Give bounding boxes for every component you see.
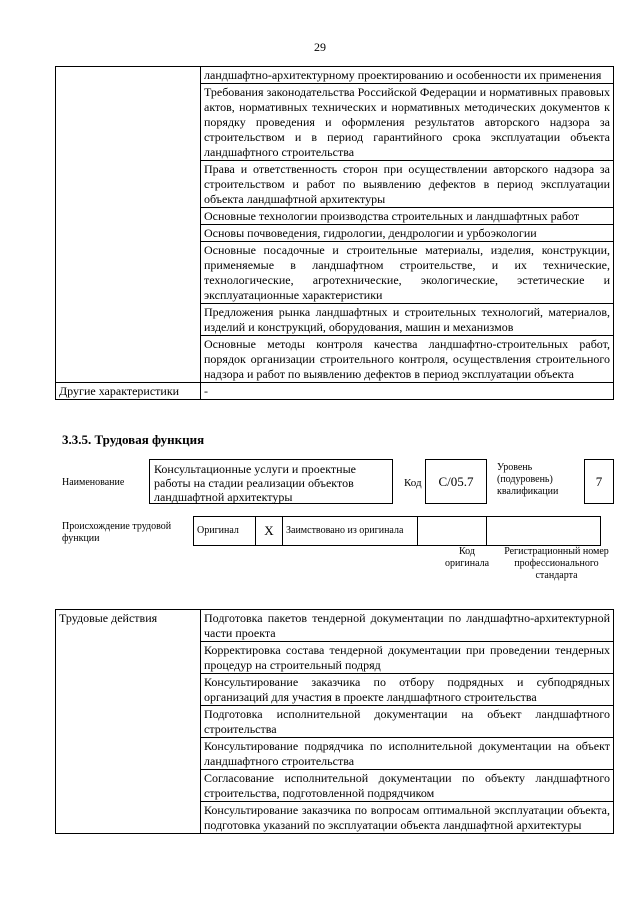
table-cell: Права и ответственность сторон при осуществлении авторского надзора за строительством и работ по выявлению дефектов в период эксплуатации объекта ландшафтной архитектуры (201, 161, 614, 208)
knowledge-table (55, 66, 614, 400)
table-cell: Основы почвоведения, гидрологии, дендрологии и урбоэкологии (201, 225, 614, 242)
table-cell: Предложения рынка ландшафтных и строительных технологий, материалов, изделий и конструкций, оборудования, машин и механизмов (201, 304, 614, 336)
original-label: Оригинал (194, 517, 256, 546)
code-original-cell (418, 517, 487, 546)
section-title: 3.3.5. Трудовая функция (62, 432, 205, 447)
row-label-cell: Трудовые действия (56, 610, 201, 834)
code-original-caption: Код оригинала (444, 546, 490, 569)
table-row (56, 610, 614, 642)
name-label: Наименование (62, 477, 125, 488)
labor-actions-table (55, 609, 614, 834)
table-cell: Подготовка пакетов тендерной документации по ландшафтно-архитектурной части проекта (201, 610, 614, 642)
table-cell: Консультирование заказчика по отбору подрядных и субподрядных организаций для участия в проекте ландшафтного строительства (201, 674, 614, 706)
origin-table (193, 516, 601, 546)
table-cell: - (201, 383, 614, 400)
reg-number-cell (487, 517, 601, 546)
original-mark: X (256, 517, 283, 546)
table-cell: Основные методы контроля качества ландшафтно-строительных работ, порядок организации строительного контроля, осуществления строительного надзора и работ по выявлению дефектов в период эксплуатации объекта (201, 336, 614, 383)
reg-number-caption: Регистрационный номер профессионального стандарта (504, 546, 609, 581)
table-cell: Подготовка исполнительной документации на объект ландшафтного строительства (201, 706, 614, 738)
table-row (194, 517, 601, 546)
table-cell: ландшафтно-архитектурному проектированию и особенности их применения (201, 67, 614, 84)
code-label: Код (404, 477, 422, 489)
borrowed-label: Заимствовано из оригинала (283, 517, 418, 546)
table-row (56, 67, 614, 84)
origin-label: Происхождение трудовой функции (62, 521, 172, 544)
table-cell: Основные технологии производства строительных и ландшафтных работ (201, 208, 614, 225)
table-cell: Основные посадочные и строительные материалы, изделия, конструкции, применяемые в ландшафтном строительстве, и их технические, технологические, агротехнические, экологические, эстетические и эксплуатационные характеристики (201, 242, 614, 304)
code-value: С/05.7 (425, 459, 487, 504)
row-label-cell: Другие характеристики (56, 383, 201, 400)
page-number: 29 (314, 40, 326, 54)
level-value: 7 (584, 459, 614, 504)
table-cell: Корректировка состава тендерной документации при проведении тендерных процедур на строительный подряд (201, 642, 614, 674)
table-cell: Консультирование подрядчика по исполнительной документации на объект ландшафтного строительства (201, 738, 614, 770)
table-cell: Консультирование заказчика по вопросам оптимальной эксплуатации объекта, подготовка указаний по эксплуатации объекта ландшафтной архитектуры (201, 802, 614, 834)
table-cell: Требования законодательства Российской Федерации и нормативных правовых актов, нормативных технических и нормативных методических документов к порядку проведения и оформления результатов авторского надзора за строительством и в период гарантийного срока эксплуатации объекта ландшафтного строительства (201, 84, 614, 161)
function-name-value: Консультационные услуги и проектные работы на стадии реализации объектов ландшафтной архитектуры (149, 459, 393, 504)
row-label-cell (56, 67, 201, 383)
table-cell: Согласование исполнительной документации по объекту ландшафтного строительства, подготовленной подрядчиком (201, 770, 614, 802)
level-label: Уровень (подуровень) квалификации (497, 462, 559, 497)
table-row (56, 383, 614, 400)
